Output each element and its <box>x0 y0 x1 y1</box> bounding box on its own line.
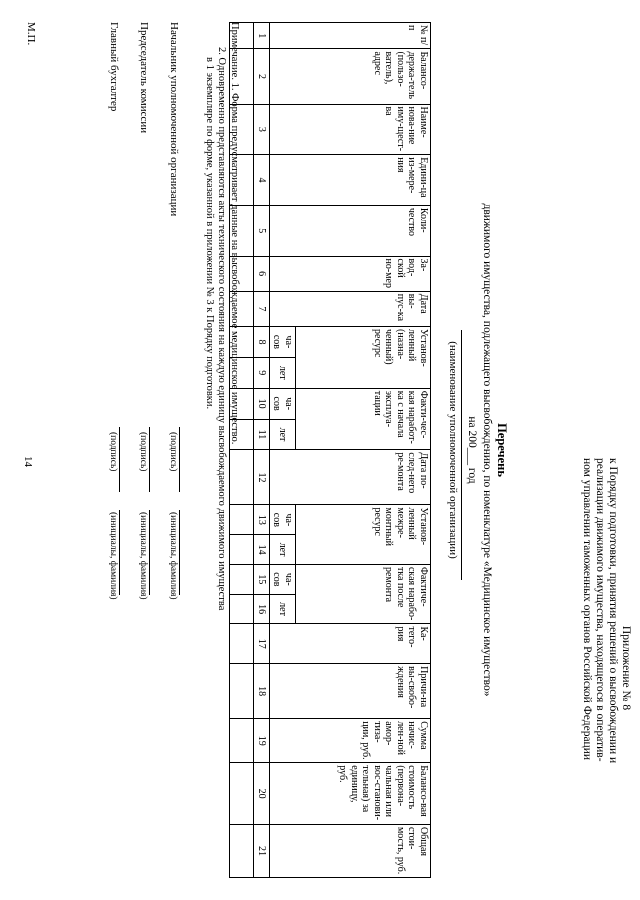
org-name-caption: (наименование уполномоченной организации) <box>447 341 459 559</box>
sub-header-years: лет <box>270 535 296 565</box>
header-cell: Ка-тего-рия <box>270 624 431 664</box>
column-number: 9 <box>254 357 270 388</box>
note-line: Примечание. 1. Форма предусматривает данные на высвобождаемое медицинское имущество. <box>229 22 240 445</box>
column-number: 17 <box>254 624 270 664</box>
column-number: 3 <box>254 104 270 155</box>
document-subtitle: движимого имущества, подлежащего высвобождению, по номенклатуре «Медицинское имущество» <box>481 203 493 697</box>
signer-position: Главный бухгалтер <box>108 22 120 112</box>
sub-header-hours: ча-сов <box>270 564 296 594</box>
column-number: 10 <box>254 388 270 419</box>
signature-caption: (подпись) <box>168 432 178 472</box>
header-cell: Установ-ленный (назна-ченный) ресурс <box>296 327 431 389</box>
note-line: в 1 экземпляре по форме, указанной в приложении № 3 к Порядку подготовки. <box>204 57 215 410</box>
header-cell: Коли-чество <box>270 205 431 256</box>
column-number: 5 <box>254 205 270 256</box>
column-number: 4 <box>254 155 270 206</box>
column-number: 20 <box>254 763 270 825</box>
sub-header-years: лет <box>270 594 296 624</box>
signature-line[interactable] <box>119 427 120 492</box>
signature-row <box>160 22 180 882</box>
header-cell: Причи-на вы-свобо-ждения <box>270 664 431 719</box>
column-number: 2 <box>254 49 270 104</box>
name-caption: (инициалы, фамилия) <box>108 512 118 600</box>
column-number: 6 <box>254 256 270 291</box>
name-caption: (инициалы, фамилия) <box>138 512 148 600</box>
header-cell: Наиме-нова-ние иму-щест-ва <box>270 104 431 155</box>
header-cell: Сумма начис-лен-ной амор-тиза-ции, руб. <box>270 719 431 763</box>
sub-header-years: лет <box>270 357 296 388</box>
name-line[interactable] <box>119 510 120 595</box>
column-number: 16 <box>254 594 270 624</box>
sub-header-hours: ча-сов <box>270 505 296 535</box>
column-number: 19 <box>254 719 270 763</box>
header-cell: Факти-чес-кая наработ-ка с начала эксплуа-тации <box>296 388 431 450</box>
column-number: 13 <box>254 505 270 535</box>
header-cell: Дата вы-пус-ка <box>270 291 431 326</box>
annex-header <box>580 458 632 878</box>
sub-header-hours: ча-сов <box>270 327 296 358</box>
header-cell: За-вод-ской но-мер <box>270 256 431 291</box>
column-number: 15 <box>254 564 270 594</box>
name-line[interactable] <box>179 510 180 595</box>
header-cell: Едини-ца из-мере-ния <box>270 155 431 206</box>
document-title: Перечень <box>495 423 509 477</box>
column-number: 18 <box>254 664 270 719</box>
header-cell: Балансо-держа-тель (пользо-ватель), адрес <box>270 49 431 104</box>
header-cell: Установ-ленный межре-монтный ресурс <box>296 505 431 564</box>
signature-row <box>100 22 120 882</box>
annex-line: реализации движимого имущества, находящегося в оператив- <box>594 458 606 762</box>
report-period: на 200___ год <box>466 416 478 484</box>
column-number: 1 <box>254 23 270 49</box>
header-cell: № п/п <box>270 23 431 49</box>
name-line[interactable] <box>149 510 150 595</box>
stamp-label: М.П. <box>25 22 37 46</box>
note-line: 2. Одновременно представляются акты технического состояния на каждую единицу высвобождаемого движимого имущества <box>216 47 228 611</box>
signature-caption: (подпись) <box>138 432 148 472</box>
name-caption: (инициалы, фамилия) <box>168 512 178 600</box>
org-name-line <box>461 330 462 580</box>
sub-header-hours: ча-сов <box>270 388 296 419</box>
column-number: 11 <box>254 419 270 450</box>
column-number: 21 <box>254 824 270 877</box>
column-number: 12 <box>254 450 270 505</box>
signature-line[interactable] <box>149 427 150 492</box>
column-number: 14 <box>254 535 270 565</box>
notes <box>203 22 241 882</box>
header-cell: Фактиче-ская нарабо-тка после ремонта <box>296 564 431 623</box>
annex-line: ном управлении таможенных органов Российской Федерации <box>581 458 593 761</box>
header-cell: Балансо-вая стоимость (первона-чальная или вос-станови-тельная) за единицу, руб. <box>270 763 431 825</box>
signature-caption: (подпись) <box>108 432 118 472</box>
column-number: 7 <box>254 291 270 326</box>
annex-line: к Порядку подготовки, принятия решений о высвобождении и <box>607 458 619 764</box>
sub-header-years: лет <box>270 419 296 450</box>
signature-line[interactable] <box>179 427 180 492</box>
signer-position: Председатель комиссии <box>138 22 150 134</box>
header-cell: Общая стои-мость, руб. <box>270 824 431 877</box>
signer-position: Начальник уполномоченной организации <box>168 22 180 217</box>
page-number: 14 <box>22 456 34 467</box>
header-cell: Дата по-след-него ре-монта <box>270 450 431 505</box>
signature-row <box>130 22 150 882</box>
annex-line: Приложение № 8 <box>620 625 632 711</box>
column-number: 8 <box>254 327 270 358</box>
property-table <box>229 22 431 878</box>
